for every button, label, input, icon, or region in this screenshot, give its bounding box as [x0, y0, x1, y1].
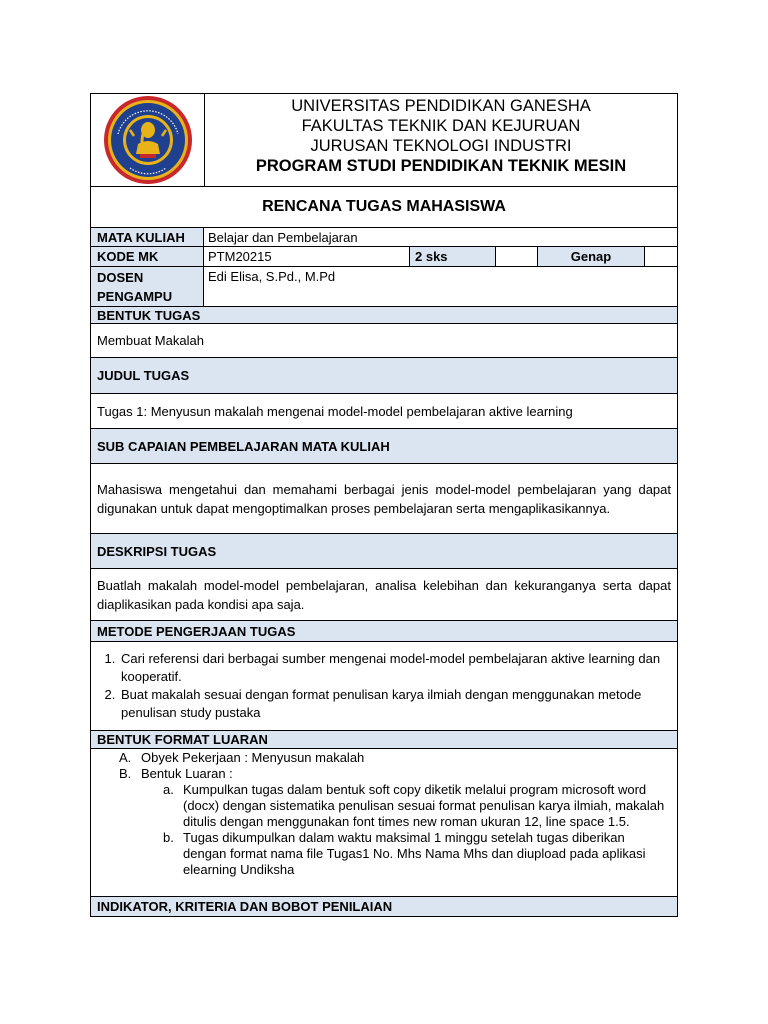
- course-row: [90, 228, 678, 247]
- lecturer-label: [91, 267, 204, 306]
- lecturer-value: Edi Elisa, S.Pd., M.Pd: [208, 269, 336, 284]
- output-sub-list: [99, 782, 677, 878]
- empty-cell: [645, 247, 677, 266]
- output-item-b: [99, 766, 677, 782]
- semester-value: Genap: [538, 247, 645, 266]
- lecturer-label-line-1: DOSEN: [97, 270, 144, 285]
- method-item: 2. Buat makalah sesuai dengan format penulisan karya ilmiah dengan menggunakan metode penulisan study pustaka: [119, 686, 671, 722]
- task-description-heading: DESKRIPSI TUGAS: [90, 534, 678, 569]
- university-logo-cell: [91, 94, 205, 186]
- output-item-text: Bentuk Luaran :: [141, 766, 233, 781]
- empty-cell: [496, 247, 538, 266]
- output-sub-item-text: Kumpulkan tugas dalam bentuk soft copy diketik melalui program microsoft word (docx) dengan sistematika penulisan sesuai format penulisan karya ilmiah, makalah ditulis dengan menggunakan font times new roman ukuran 12, line space 1.5.: [183, 782, 665, 829]
- method-item: 1. Cari referensi dari berbagai sumber mengenai model-model pembelajaran aktive learning dan kooperatif.: [119, 650, 671, 686]
- list-marker: A.: [119, 750, 132, 765]
- task-title-body: Tugas 1: Menyusun makalah mengenai model-model pembelajaran aktive learning: [90, 394, 678, 429]
- output-sub-item-b: [163, 830, 669, 878]
- lecturer-label-line-2: PENGAMPU: [97, 289, 173, 304]
- method-heading: METODE PENGERJAAN TUGAS: [90, 621, 678, 642]
- document-title: RENCANA TUGAS MAHASISWA: [90, 187, 678, 228]
- task-title-heading: JUDUL TUGAS: [90, 358, 678, 394]
- method-body: [90, 642, 678, 731]
- course-code-label: KODE MK: [91, 247, 204, 266]
- institution-title-block: [205, 94, 677, 186]
- course-label: MATA KULIAH: [91, 228, 204, 246]
- output-list: [91, 750, 677, 878]
- assignment-document: [90, 93, 678, 917]
- learning-outcome-heading: SUB CAPAIAN PEMBELAJARAN MATA KULIAH: [90, 429, 678, 464]
- course-code-value: PTM20215: [204, 247, 410, 266]
- course-value: Belajar dan Pembelajaran: [208, 229, 358, 245]
- task-type-body: Membuat Makalah: [90, 324, 678, 358]
- output-format-heading: BENTUK FORMAT LUARAN: [90, 731, 678, 749]
- credits-value: 2 sks: [410, 247, 496, 266]
- study-program-name: PROGRAM STUDI PENDIDIKAN TEKNIK MESIN: [255, 157, 627, 175]
- output-item-text: Obyek Pekerjaan : Menyusun makalah: [141, 750, 365, 765]
- list-marker: a.: [163, 782, 174, 797]
- undiksha-logo: [102, 94, 194, 186]
- faculty-name: FAKULTAS TEKNIK DAN KEJURUAN: [301, 117, 581, 135]
- lecturer-row: [90, 267, 678, 307]
- task-description-body: Buatlah makalah model-model pembelajaran, analisa kelebihan dan kekuranganya serta dapat diaplikasikan pada kondisi apa saja.: [90, 569, 678, 621]
- output-sub-item-a: [163, 782, 669, 830]
- university-name: UNIVERSITAS PENDIDIKAN GANESHA: [291, 97, 591, 115]
- assessment-heading: INDIKATOR, KRITERIA DAN BOBOT PENILAIAN: [90, 897, 678, 917]
- output-format-body: [90, 749, 678, 897]
- method-list: [97, 650, 671, 722]
- task-type-heading: BENTUK TUGAS: [90, 307, 678, 324]
- output-item-a: [99, 750, 677, 766]
- department-name: JURUSAN TEKNOLOGI INDUSTRI: [310, 137, 572, 155]
- learning-outcome-body: Mahasiswa mengetahui dan memahami berbagai jenis model-model pembelajaran yang dapat digunakan untuk dapat mengoptimalkan proses pembelajaran serta mengaplikasikannya.: [90, 464, 678, 534]
- output-sub-item-text: Tugas dikumpulkan dalam waktu maksimal 1 minggu setelah tugas diberikan dengan format nama file Tugas1 No. Mhs Nama Mhs dan diupload pada aplikasi elearning Undiksha: [183, 830, 646, 877]
- course-code-row: [90, 247, 678, 267]
- list-marker: B.: [119, 766, 132, 781]
- document-header: [90, 93, 678, 187]
- list-marker: b.: [163, 830, 174, 845]
